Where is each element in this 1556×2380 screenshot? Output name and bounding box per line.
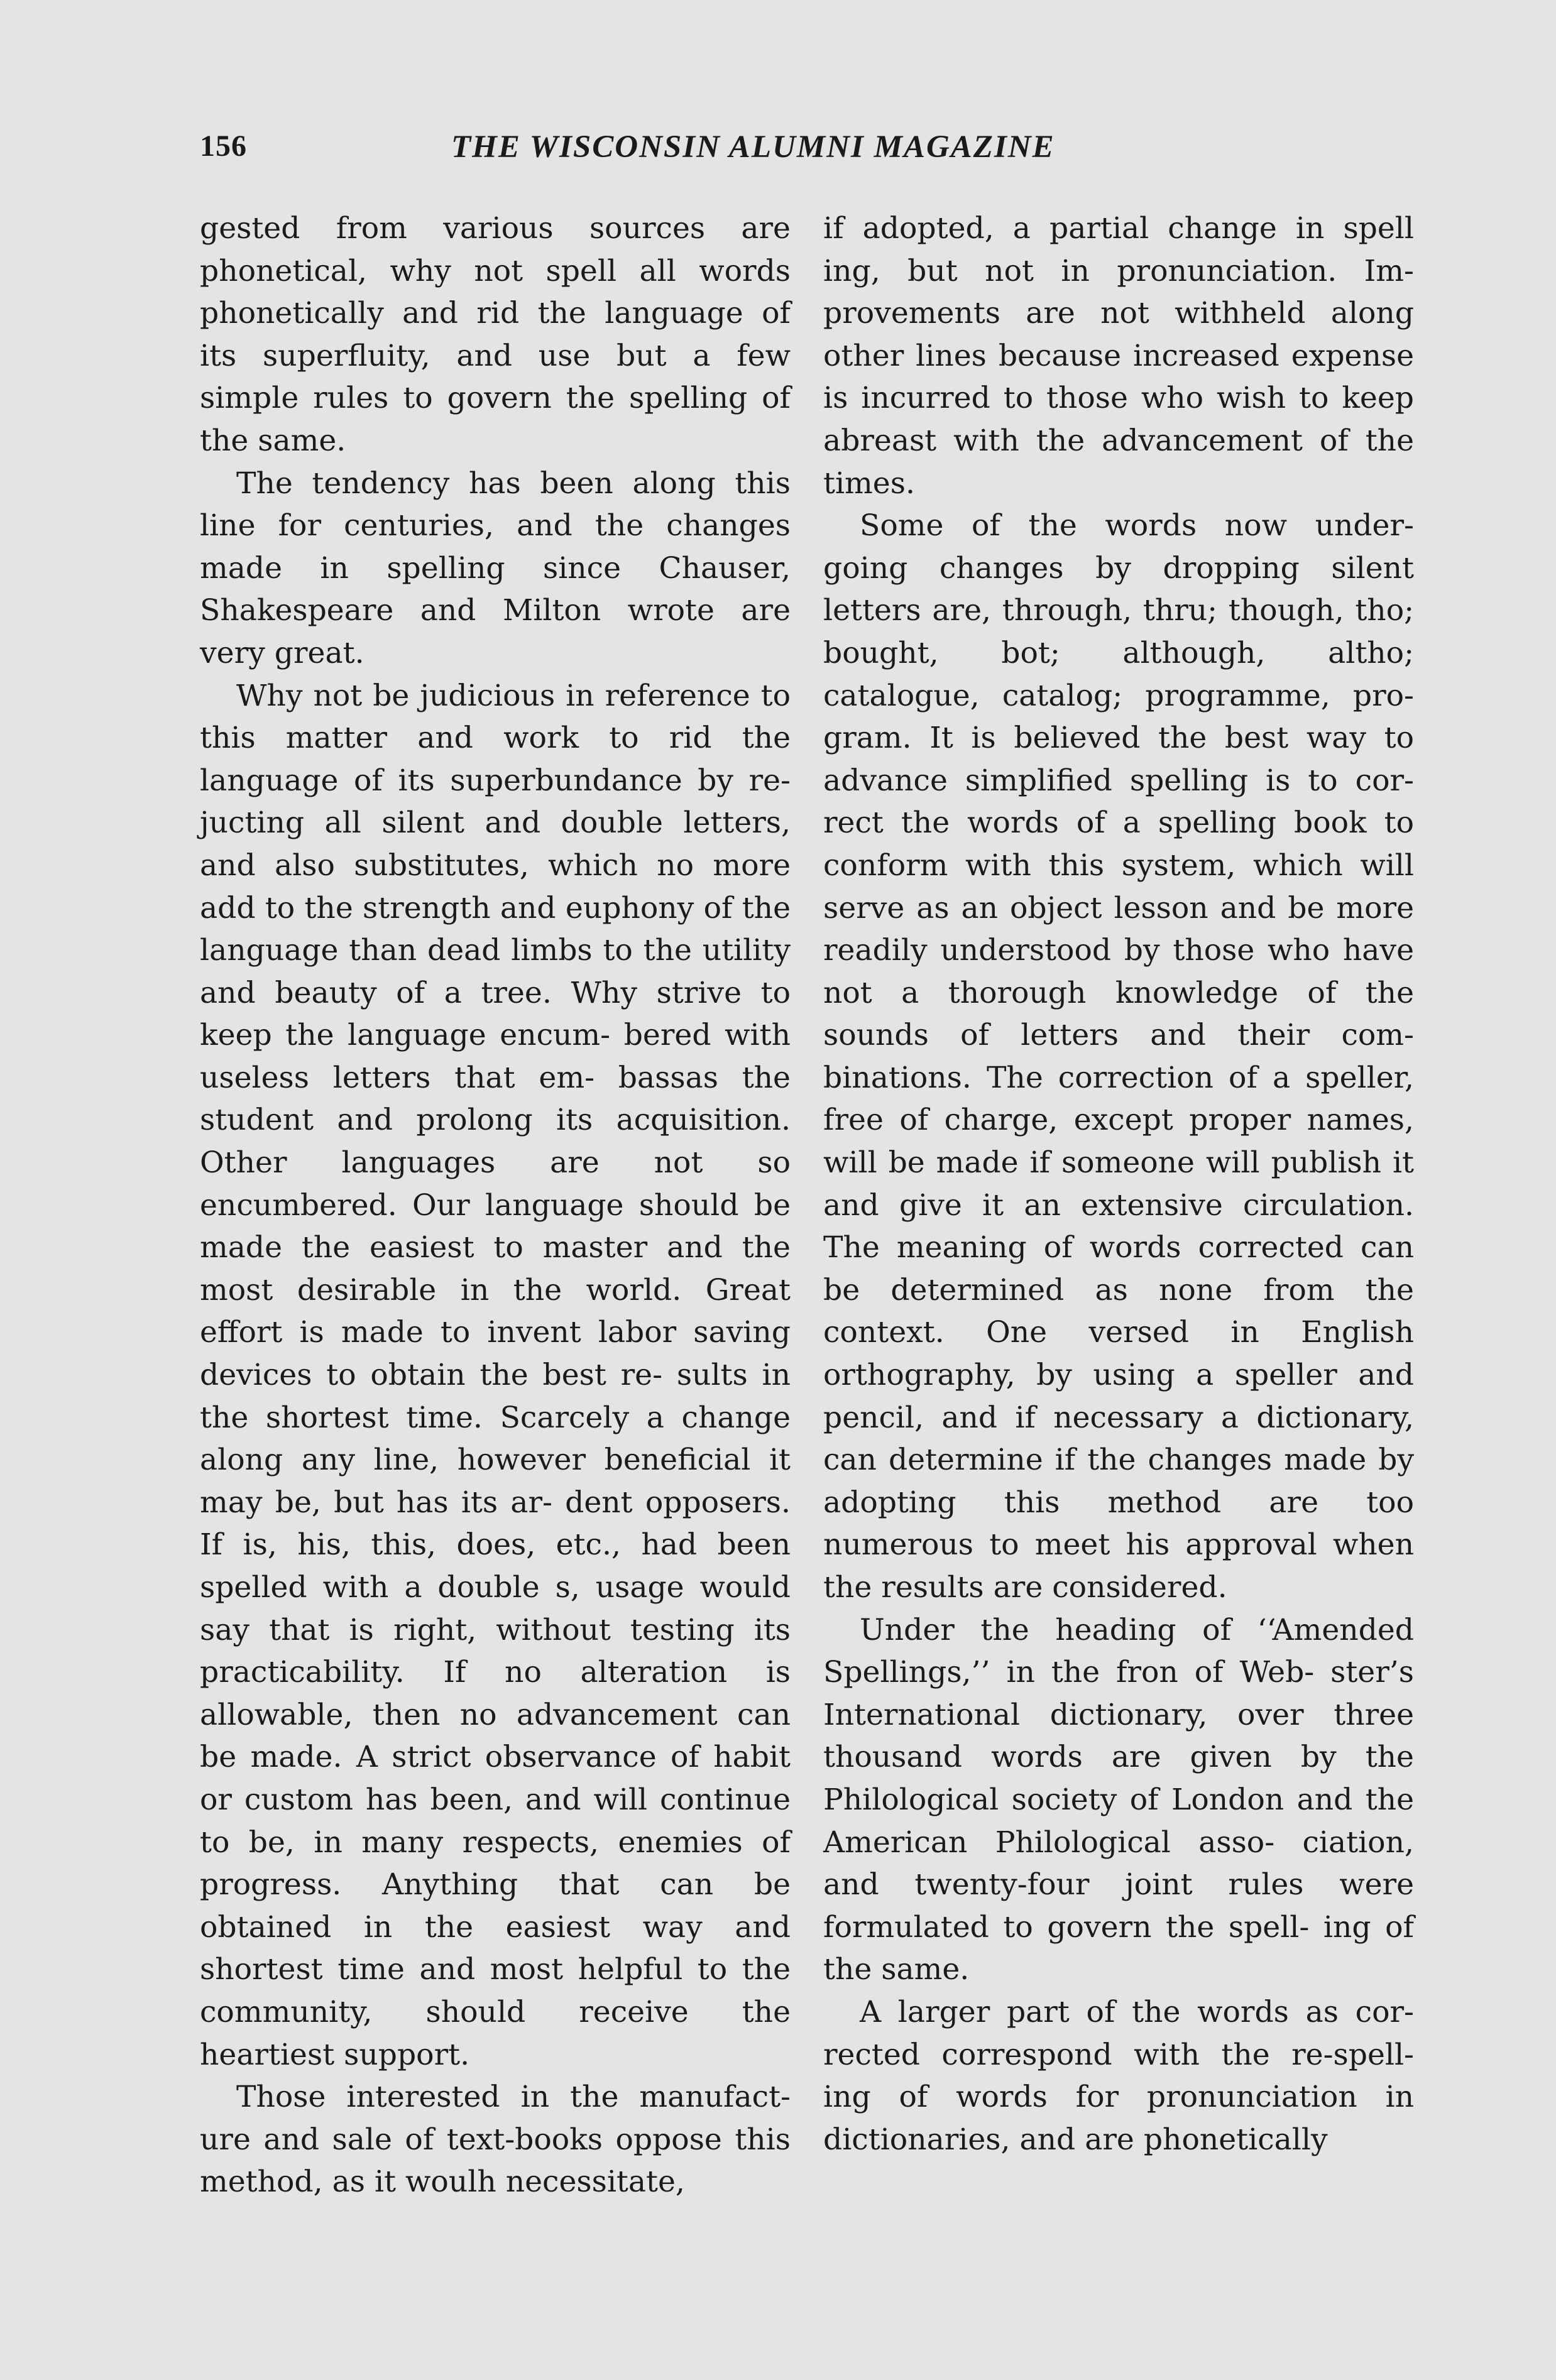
paragraph: Some of the words now under- going changes by dropping silent letters are, through, thru; though, tho; bought, bot; although, altho; catalogue, catalog; programme, pro- gram. It is believed the best way to advance simplified spelling is to cor- rect the words of a spelling book to conform with this system, which will serve as an object lesson and be more readily understood by those who have not a thorough knowledge of the sounds of letters and their com- binations. The correction of a speller, free of charge, except proper names, will be made if someone will publish it and give it an extensive circulation. The meaning of words corrected can be determined as none from the context. One versed in English orthography, by using a speller and pencil, and if necessary a dictionary, can determine if the changes made by adopting this method are too numerous to meet his approval when the results are considered. xyxy=(823,508,1414,1605)
left-column xyxy=(200,207,791,2203)
paragraph: The tendency has been along this line for centuries, and the changes made in spelling since Chauser, Shakespeare and Milton wrote are very great. xyxy=(200,466,791,670)
right-column xyxy=(823,207,1414,2161)
paragraph: Those interested in the manufact- ure and sale of text-books oppose this method, as it woulh necessitate, xyxy=(200,2080,791,2200)
paragraph: Why not be judicious in reference to this matter and work to rid the language of its superbundance by re- jucting all silent and double letters, and also substitutes, which no more add to the strength and euphony of the language than dead limbs to the utility and beauty of a tree. Why strive to keep the language encum- bered with useless letters that em- bassas the student and prolong its acquisition. Other languages are not so encumbered. Our language should be made the easiest to master and the most desirable in the world. Great effort is made to invent labor saving devices to obtain the best re- sults in the shortest time. Scarcely a change along any line, however beneficial it may be, but has its ar- dent opposers. If is, his, this, does, etc., had been spelled with a double s, usage would say that is right, without testing its practicability. If no alteration is allowable, then no advancement can be made. A strict observance of habit or custom has been, and will continue to be, in many respects, enemies of progress. Anything that can be obtained in the easiest way and shortest time and most helpful to the community, should receive the heartiest support. xyxy=(200,678,791,2072)
page-header xyxy=(200,129,1413,173)
paragraph: if adopted, a partial change in spell ing, but not in pronunciation. Im- provements are not withheld along other lines because increased expense is incurred to those who wish to keep abreast with the advancement of the times. xyxy=(823,211,1414,501)
paragraph: gested from various sources are phonetical, why not spell all words phonetically and rid the language of its superfluity, and use but a few simple rules to govern the spelling of the same. xyxy=(200,211,791,458)
running-title: THE WISCONSIN ALUMNI MAGAZINE xyxy=(451,129,1055,165)
paragraph: A larger part of the words as cor- rected correspond with the re-spell- ing of words for pronunciation in dictionaries, and are phonetically xyxy=(823,1994,1414,2157)
page-number: 156 xyxy=(200,129,247,163)
paragraph: Under the heading of ‘‘Amended Spellings,’’ in the fron of Web- ster’s International dictionary, over three thousand words are given by the Philological society of London and the American Philological asso- ciation, and twenty-four joint rules were formulated to govern the spell- ing of the same. xyxy=(823,1612,1414,1987)
